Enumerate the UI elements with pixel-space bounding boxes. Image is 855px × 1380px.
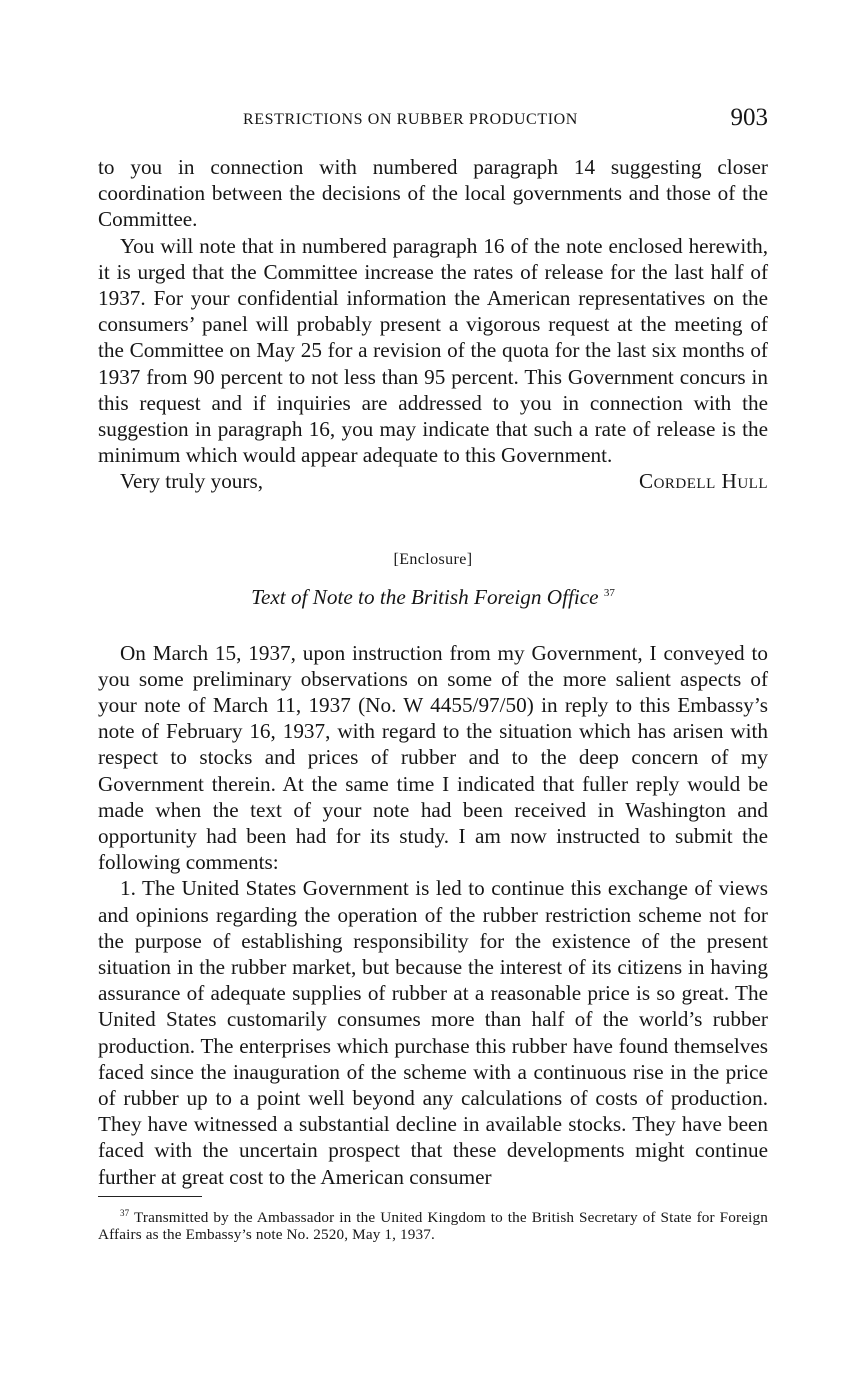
letter-closing [98, 468, 768, 494]
document-page [98, 104, 768, 1243]
closing-phrase: Very truly yours, [120, 469, 263, 494]
enclosure-paragraph-numbered: 1. The United States Government is led to continue this exchange of views and opinions regarding the operation of the rubber restriction scheme not for the purpose of establishing responsibility for the existence of the present situation in the rubber market, but because the interest of its citizens in having assurance of adequate supplies of rubber at a reasonable price is so great. The United States customarily consumes more than half of the world’s rubber production. The enterprises which purchase this rubber have found themselves faced since the inauguration of the scheme with a continuous rise in the price of rubber up to a point well beyond any calculations of costs of production. They have witnessed a substantial decline in available stocks. They have been faced with the uncertain prospect that these developments might continue further at great cost to the American consumer [98, 876, 768, 1189]
enclosure-paragraph: On March 15, 1937, upon instruction from my Government, I conveyed to you some preliminary observations on some of the more salient aspects of your note of March 11, 1937 (No. W 4455/97/50) in reply to this Embassy’s note of February 16, 1937, with regard to the situation which has arisen with respect to stocks and prices of rubber and to the deep concern of my Government therein. At the same time I indicated that fuller reply would be made when the text of your note had been received in Washington and opportunity had been had for its study. I am now instructed to submit the following comments: [98, 640, 768, 875]
signature: Cordell Hull [638, 469, 768, 494]
enclosure-title [98, 585, 768, 610]
running-header [98, 104, 768, 138]
footnote-divider [98, 1196, 202, 1197]
footnote-reference: 37 [603, 586, 615, 599]
running-title: RESTRICTIONS ON RUBBER PRODUCTION [243, 111, 578, 128]
enclosure-title-text: Text of Note to the British Foreign Office [251, 584, 599, 609]
letter-paragraph-continued: to you in connection with numbered paragraph 14 suggesting closer coordination between the decisions of the local governments and those of the Committee. [98, 155, 768, 232]
letter-paragraph: You will note that in numbered paragraph 16 of the note enclosed herewith, it is urged that the Committee increase the rates of release for the last half of 1937. For your confidential information the American representatives on the consumers’ panel will probably present a vigorous request at the meeting of the Committee on May 25 for a revision of the quota for the last six months of 1937 from 90 percent to not less than 95 percent. This Government concurs in this request and if inquiries are addressed to you in connection with the suggestion in paragraph 16, you may indicate that such a rate of release is the minimum which would appear adequate to this Government. [98, 233, 768, 468]
footnote [98, 1205, 768, 1243]
page-number: 903 [730, 104, 768, 131]
enclosure-label: [Enclosure] [393, 550, 473, 568]
footnote-text: Transmitted by the Ambassador in the United Kingdom to the British Secretary of State for Foreign Affairs as the Embassy’s note No. 2520, May 1, 1937. [98, 1208, 768, 1243]
footnote-number: 37 [120, 1207, 130, 1218]
